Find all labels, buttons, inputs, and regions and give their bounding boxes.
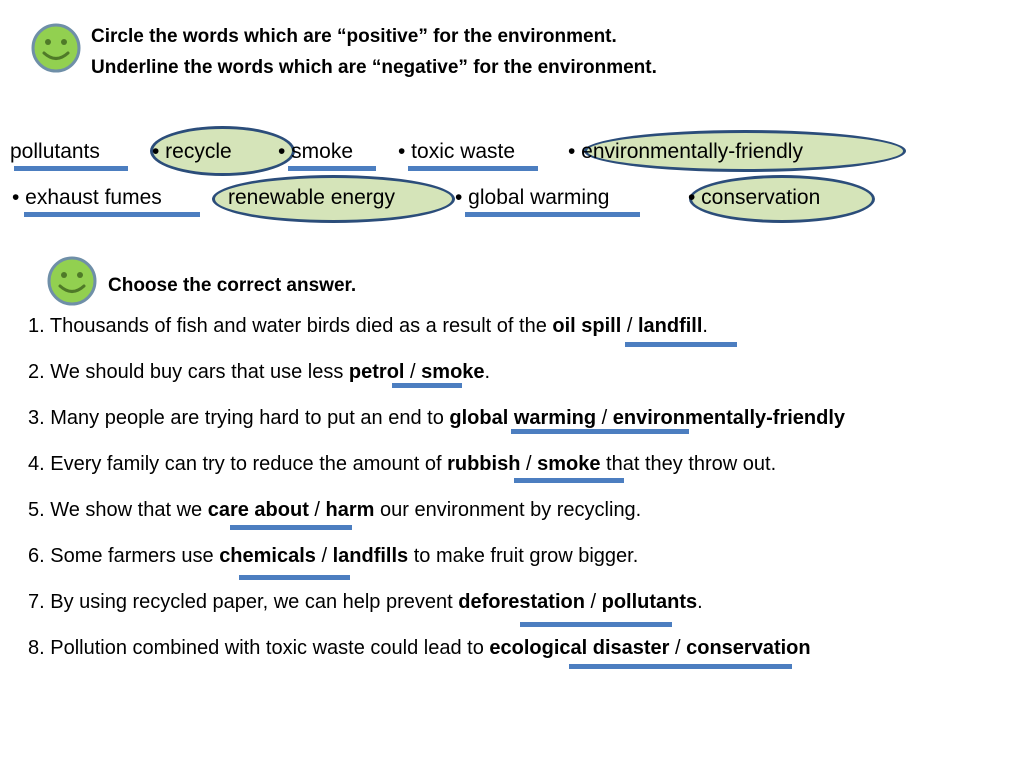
answer-option: rubbish xyxy=(447,453,521,475)
section-title-choose: Choose the correct answer. xyxy=(108,275,357,296)
answer-option: harm xyxy=(325,499,375,521)
answer-option: environmentally-friendly xyxy=(612,407,846,429)
question-text: 4. Every family can try to reduce the amount of xyxy=(28,453,448,475)
question-text: 1. Thousands of fish and water birds died as a result of the xyxy=(28,315,553,337)
option-separator: / xyxy=(584,591,602,613)
word-pollutants: pollutants xyxy=(10,140,100,163)
word-global-warming: • global warming xyxy=(455,186,610,209)
option-separator: / xyxy=(669,637,687,659)
answer-option: ecological disaster xyxy=(489,637,670,659)
answer-option: landfill xyxy=(637,315,703,337)
answer-option: pollutants xyxy=(601,591,698,613)
option-separator: / xyxy=(621,315,638,337)
question-text-end: to make fruit grow bigger. xyxy=(408,545,639,567)
question-text-end: . xyxy=(484,361,491,383)
word-recycle: • recycle xyxy=(152,140,232,163)
question-text-end: our environment by recycling. xyxy=(374,499,642,521)
answer-underline xyxy=(520,622,672,627)
option-separator: / xyxy=(315,545,333,567)
answer-underline xyxy=(514,478,624,483)
word-exhaust-fumes: • exhaust fumes xyxy=(12,186,162,209)
underline-mark-global-warming xyxy=(465,212,640,217)
answer-underline xyxy=(239,575,350,580)
option-separator: / xyxy=(520,453,538,475)
answer-option: chemicals xyxy=(219,545,316,567)
question-5 xyxy=(28,498,641,522)
answer-option: conservation xyxy=(686,637,811,659)
option-separator: / xyxy=(308,499,326,521)
underline-mark-toxic-waste xyxy=(408,166,538,171)
answer-underline xyxy=(625,342,737,347)
answer-option: smoke xyxy=(537,453,601,475)
question-text-end: . xyxy=(702,315,708,337)
underline-mark-exhaust-fumes xyxy=(24,212,200,217)
word-renewable-energy: renewable energy xyxy=(228,186,395,209)
question-3 xyxy=(28,406,845,430)
word-conservation: • conservation xyxy=(688,186,821,209)
answer-option: landfills xyxy=(332,545,409,567)
option-separator: / xyxy=(410,361,422,383)
question-text: 5. We show that we xyxy=(28,499,208,521)
word-smoke: • smoke xyxy=(278,140,354,163)
answer-option: deforestation xyxy=(458,591,585,613)
instruction-underline: Underline the words which are “negative” for the environment. xyxy=(91,57,657,78)
question-2 xyxy=(28,360,490,384)
question-text-end: . xyxy=(697,591,703,613)
question-7 xyxy=(28,590,703,614)
question-6 xyxy=(28,544,638,568)
option-separator: / xyxy=(596,407,613,429)
answer-option: petrol xyxy=(348,361,411,383)
question-4 xyxy=(28,452,776,476)
answer-option: care about xyxy=(207,499,309,521)
answer-option: oil spill xyxy=(552,315,622,337)
smiley-face-icon xyxy=(47,256,97,306)
word-environmentally-friendly: • environmentally-friendly xyxy=(568,140,803,163)
question-text: 6. Some farmers use xyxy=(28,545,220,567)
question-text: 2. We should buy cars that use less xyxy=(28,361,349,383)
question-1 xyxy=(28,314,708,338)
question-text: 3. Many people are trying hard to put an end to xyxy=(28,407,450,429)
question-text-end: that they throw out. xyxy=(600,453,777,475)
word-toxic-waste: • toxic waste xyxy=(398,140,516,163)
question-text: 8. Pollution combined with toxic waste could lead to xyxy=(28,637,490,659)
answer-underline xyxy=(230,525,352,530)
underline-mark-pollutants xyxy=(14,166,128,171)
answer-underline xyxy=(569,664,792,669)
smiley-face-icon xyxy=(31,23,81,73)
answer-option: smoke xyxy=(421,361,485,383)
question-8 xyxy=(28,636,811,660)
instruction-circle: Circle the words which are “positive” for the environment. xyxy=(91,26,617,47)
answer-option: global warming xyxy=(449,407,597,429)
underline-mark-smoke xyxy=(288,166,376,171)
question-text: 7. By using recycled paper, we can help prevent xyxy=(28,591,459,613)
